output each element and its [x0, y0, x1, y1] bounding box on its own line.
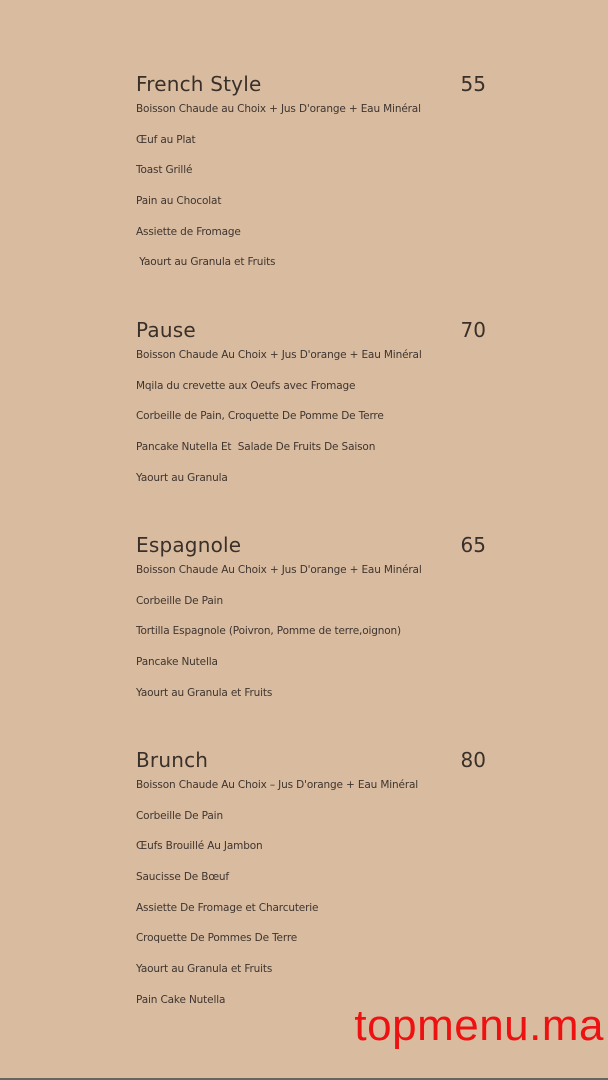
menu-item: Œufs Brouillé Au Jambon: [136, 840, 263, 853]
menu-item: Toast Grillé: [136, 164, 193, 177]
section-items: [136, 102, 486, 286]
menu-item: Boisson Chaude Au Choix – Jus D'orange + Eau Minéral: [136, 779, 419, 791]
menu-section-french-style: [136, 70, 486, 269]
menu-item: Pain au Chocolat: [136, 195, 222, 208]
menu-section-espagnole: [136, 531, 486, 699]
menu-section-pause: [136, 316, 486, 484]
menu-item: Boisson Chaude Au Choix + Jus D'orange + Eau Minéral: [136, 349, 422, 361]
menu-item: Assiette de Fromage: [136, 225, 241, 238]
section-items: [136, 563, 486, 716]
menu-item: Assiette De Fromage et Charcuterie: [136, 901, 319, 914]
menu-item: Boisson Chaude au Choix + Jus D'orange + Eau Minéral: [136, 103, 421, 115]
section-header: [136, 746, 486, 776]
section-price: 65: [460, 533, 486, 557]
menu-item: Œuf au Plat: [136, 133, 196, 146]
section-items: [136, 778, 486, 1024]
section-items: [136, 348, 486, 501]
section-header: [136, 70, 486, 100]
menu-item: Pancake Nutella Et Salade De Fruits De Saison: [136, 441, 376, 454]
menu-item: Saucisse De Bœuf: [136, 871, 229, 884]
menu-section-brunch: [136, 746, 486, 1006]
section-header: [136, 531, 486, 561]
section-price: 80: [460, 748, 486, 772]
menu-item: Yaourt au Granula et Fruits: [136, 256, 276, 269]
menu-item: Corbeille De Pain: [136, 594, 223, 607]
menu-item: Tortilla Espagnole (Poivron, Pomme de terre,oignon): [136, 625, 402, 638]
menu-item: Croquette De Pommes De Terre: [136, 932, 298, 945]
menu-item: Yaourt au Granula: [136, 471, 228, 484]
menu-item: Mqila du crevette aux Oeufs avec Fromage: [136, 379, 356, 392]
menu-item: Pancake Nutella: [136, 656, 218, 669]
section-price: 55: [460, 72, 486, 96]
watermark-logo: topmenu.ma: [354, 1001, 604, 1050]
menu-item: Corbeille de Pain, Croquette De Pomme De Terre: [136, 410, 384, 423]
section-price: 70: [460, 318, 486, 342]
section-title: Espagnole: [136, 533, 242, 557]
menu-item: Pain Cake Nutella: [136, 993, 226, 1006]
section-title: Brunch: [136, 748, 209, 772]
section-title: Pause: [136, 318, 196, 342]
section-title: French Style: [136, 72, 262, 96]
menu-item: Yaourt au Granula et Fruits: [136, 963, 273, 976]
menu-item: Corbeille De Pain: [136, 809, 223, 822]
menu-item: Yaourt au Granula et Fruits: [136, 686, 273, 699]
section-header: [136, 316, 486, 346]
menu-item: Boisson Chaude Au Choix + Jus D'orange + Eau Minéral: [136, 564, 422, 576]
